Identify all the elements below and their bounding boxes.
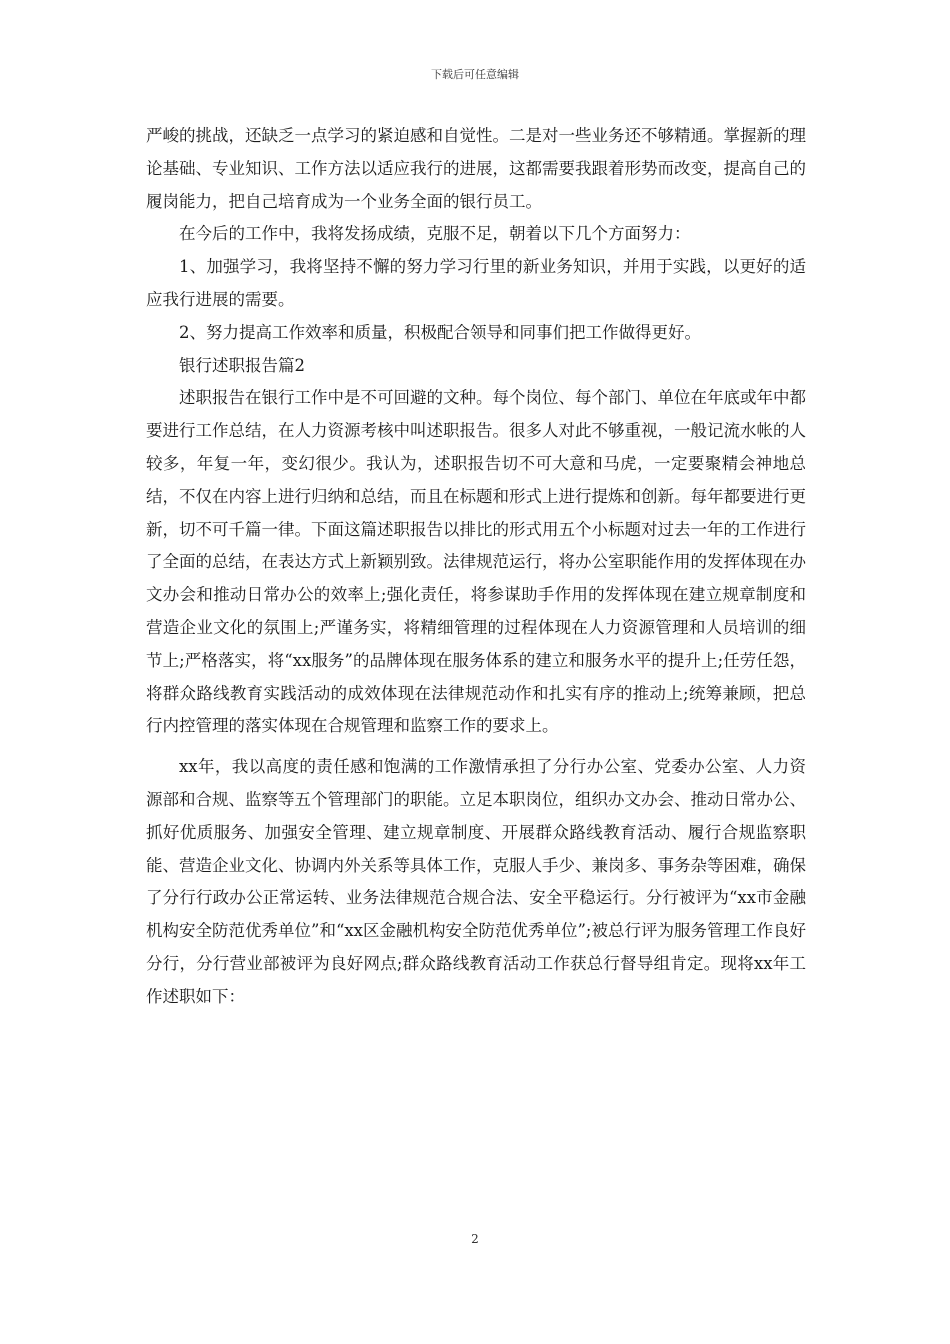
page-header: 下载后可任意编辑 — [431, 68, 519, 81]
body-text — [146, 120, 806, 1014]
paragraph-report-intro: 述职报告在银行工作中是不可回避的文种。每个岗位、每个部门、单位在年底或年中都要进行工作总结，在人力资源考核中叫述职报告。很多人对此不够重视，一般记流水帐的人较多，年复一年，变幻很少。我认为，述职报告切不可大意和马虎，一定要聚精会神地总结，不仅在内容上进行归纳和总结，而且在标题和形式上进行提炼和创新。每年都要进行更新，切不可千篇一律。下面这篇述职报告以排比的形式用五个小标题对过去一年的工作进行了全面的总结，在表达方式上新颖别致。法律规范运行，将办公室职能作用的发挥体现在办文办会和推动日常办公的效率上;强化责任，将参谋助手作用的发挥体现在建立规章制度和营造企业文化的氛围上;严谨务实，将精细管理的过程体现在人力资源管理和人员培训的细节上;严格落实，将“xx服务”的品牌体现在服务体系的建立和服务水平的提升上;任劳任怨，将群众路线教育实践活动的成效体现在法律规范动作和扎实有序的推动上;统筹兼顾，把总行内控管理的落实体现在合规管理和监察工作的要求上。 — [146, 388, 806, 736]
paragraph-item-2: 2、努力提高工作效率和质量，积极配合领导和同事们把工作做得更好。 — [179, 322, 701, 342]
section-title: 银行述职报告篇2 — [179, 355, 305, 375]
paragraph-continuation: 严峻的挑战，还缺乏一点学习的紧迫感和自觉性。二是对一些业务还不够精通。掌握新的理论基础、专业知识、工作方法以适应我行的进展，这都需要我跟着形势而改变，提高自己的履岗能力，把自己培育成为一个业务全面的银行员工。 — [146, 126, 806, 211]
paragraph-work-summary: xx年，我以高度的责任感和饱满的工作激情承担了分行办公室、党委办公室、人力资源部和合规、监察等五个管理部门的职能。立足本职岗位，组织办文办会、推动日常办公、抓好优质服务、加强安全管理、建立规章制度、开展群众路线教育活动、履行合规监察职能、营造企业文化、协调内外关系等具体工作，克服人手少、兼岗多、事务杂等困难，确保了分行行政办公正常运转、业务法律规范合规合法、安全平稳运行。分行被评为“xx市金融机构安全防范优秀单位”和“xx区金融机构安全防范优秀单位”;被总行评为服务管理工作良好分行，分行营业部被评为良好网点;群众路线教育活动工作获总行督导组肯定。现将xx年工作述职如下： — [146, 757, 806, 1006]
page-number: 2 — [471, 1232, 479, 1246]
paragraph-intro: 在今后的工作中，我将发扬成绩，克服不足，朝着以下几个方面努力： — [179, 224, 691, 244]
paragraph-item-1: 1、加强学习，我将坚持不懈的努力学习行里的新业务知识，并用于实践，以更好的适应我行进展的需要。 — [146, 257, 806, 309]
